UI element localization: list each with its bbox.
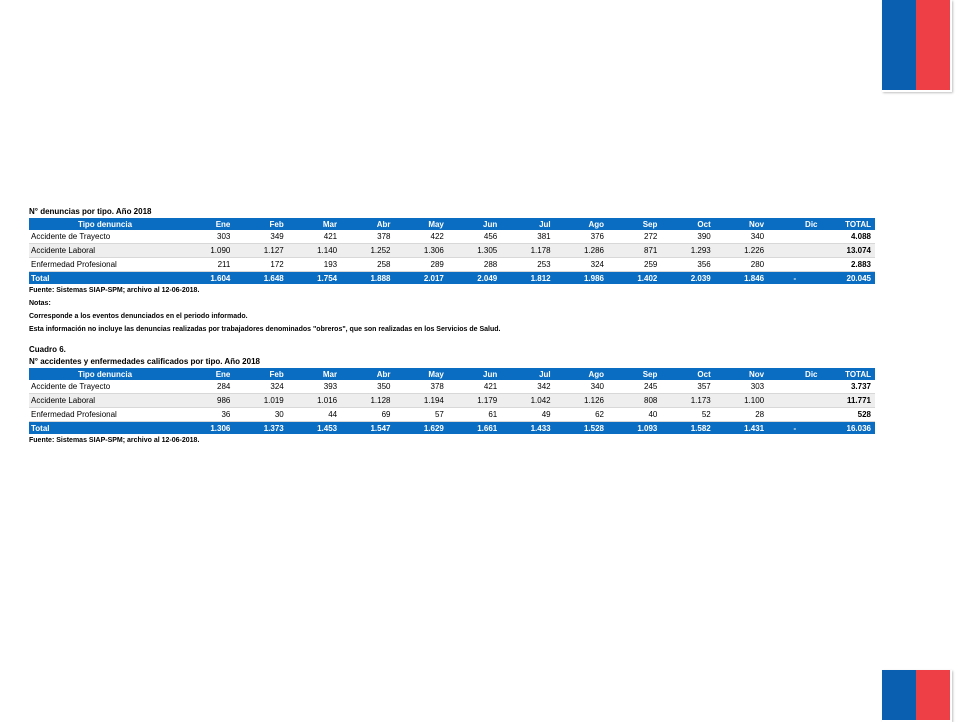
- total-cell: 1.754: [288, 272, 341, 285]
- total-cell: 16.036: [822, 422, 876, 435]
- table-cell: 324: [234, 380, 287, 394]
- table-cell: 1.019: [234, 394, 287, 408]
- table-cell: 280: [715, 258, 768, 272]
- table-cell: 1.016: [288, 394, 341, 408]
- total-cell: 1.648: [234, 272, 287, 285]
- table-cell: 456: [448, 230, 501, 244]
- row-label: Enfermedad Profesional: [29, 408, 181, 422]
- table-cell: 376: [555, 230, 608, 244]
- table-cell: [768, 394, 821, 408]
- table-cell: 4.088: [822, 230, 876, 244]
- table-cell: 28: [715, 408, 768, 422]
- column-header: Feb: [234, 368, 287, 380]
- table-cell: 245: [608, 380, 661, 394]
- table-cell: 44: [288, 408, 341, 422]
- total-cell: 1.846: [715, 272, 768, 285]
- table-cell: [768, 380, 821, 394]
- total-cell: 1.431: [715, 422, 768, 435]
- flag-logo-top: [882, 0, 952, 92]
- column-header: Ago: [555, 368, 608, 380]
- table-cell: 288: [448, 258, 501, 272]
- column-header: Dic: [768, 218, 821, 230]
- total-cell: 1.093: [608, 422, 661, 435]
- total-cell: 1.402: [608, 272, 661, 285]
- notes-label: Notas:: [29, 300, 51, 307]
- flag-blue-stripe: [882, 670, 916, 720]
- table-cell: 172: [234, 258, 287, 272]
- table-row: [29, 230, 875, 244]
- table-cell: 1.140: [288, 244, 341, 258]
- table-cell: 69: [341, 408, 394, 422]
- table-cell: 303: [715, 380, 768, 394]
- table-cell: 381: [501, 230, 554, 244]
- column-header: Jun: [448, 368, 501, 380]
- table1-header-row: [29, 218, 875, 230]
- table-cell: 1.252: [341, 244, 394, 258]
- row-label: Enfermedad Profesional: [29, 258, 181, 272]
- table-cell: 36: [181, 408, 234, 422]
- total-row: [29, 272, 875, 285]
- table-cell: 1.042: [501, 394, 554, 408]
- column-header: Ene: [181, 368, 234, 380]
- total-row: [29, 422, 875, 435]
- table-cell: 52: [661, 408, 714, 422]
- table-cell: [768, 258, 821, 272]
- table-cell: 259: [608, 258, 661, 272]
- row-label: Accidente Laboral: [29, 244, 181, 258]
- table-cell: 421: [288, 230, 341, 244]
- table-cell: 62: [555, 408, 608, 422]
- table-cell: 253: [501, 258, 554, 272]
- table-cell: 390: [661, 230, 714, 244]
- column-header: Ene: [181, 218, 234, 230]
- column-header: Feb: [234, 218, 287, 230]
- total-cell: 1.888: [341, 272, 394, 285]
- column-header: Jul: [501, 218, 554, 230]
- total-cell: 1.433: [501, 422, 554, 435]
- table-cell: 356: [661, 258, 714, 272]
- table-cell: 1.226: [715, 244, 768, 258]
- table-cell: 57: [395, 408, 448, 422]
- table-row: [29, 258, 875, 272]
- column-header: Abr: [341, 218, 394, 230]
- column-header: TOTAL: [822, 368, 876, 380]
- column-header: Abr: [341, 368, 394, 380]
- table-cell: 1.179: [448, 394, 501, 408]
- column-header: Tipo denuncia: [29, 218, 181, 230]
- total-cell: 1.453: [288, 422, 341, 435]
- table2-header-row: [29, 368, 875, 380]
- table2-title: N° accidentes y enfermedades calificados por tipo. Año 2018: [29, 357, 260, 366]
- column-header: Sep: [608, 368, 661, 380]
- table-cell: 1.305: [448, 244, 501, 258]
- column-header: Tipo denuncia: [29, 368, 181, 380]
- table-row: [29, 394, 875, 408]
- table-cell: 289: [395, 258, 448, 272]
- total-label: Total: [29, 272, 181, 285]
- flag-red-stripe: [916, 0, 950, 90]
- table-cell: 340: [555, 380, 608, 394]
- table2: [29, 368, 875, 434]
- column-header: Jun: [448, 218, 501, 230]
- table2-caption: Cuadro 6.: [29, 345, 66, 354]
- table-cell: 284: [181, 380, 234, 394]
- column-header: Oct: [661, 368, 714, 380]
- table-cell: 3.737: [822, 380, 876, 394]
- document-body: [29, 206, 875, 447]
- table-cell: [768, 408, 821, 422]
- row-label: Accidente Laboral: [29, 394, 181, 408]
- total-cell: 1.306: [181, 422, 234, 435]
- table-cell: 421: [448, 380, 501, 394]
- table-cell: 1.293: [661, 244, 714, 258]
- table1: [29, 218, 875, 284]
- table-cell: 1.286: [555, 244, 608, 258]
- flag-logo-bottom: [882, 670, 952, 722]
- table-cell: 258: [341, 258, 394, 272]
- table-cell: 2.883: [822, 258, 876, 272]
- total-cell: 1.528: [555, 422, 608, 435]
- table-cell: 40: [608, 408, 661, 422]
- column-header: Sep: [608, 218, 661, 230]
- table-cell: 1.128: [341, 394, 394, 408]
- table-cell: 324: [555, 258, 608, 272]
- note-1: Corresponde a los eventos denunciados en el periodo informado.: [29, 313, 248, 320]
- total-cell: 1.604: [181, 272, 234, 285]
- column-header: Jul: [501, 368, 554, 380]
- table-cell: 1.194: [395, 394, 448, 408]
- total-cell: 1.812: [501, 272, 554, 285]
- column-header: Nov: [715, 218, 768, 230]
- table-cell: 342: [501, 380, 554, 394]
- table-cell: 303: [181, 230, 234, 244]
- table-cell: 1.100: [715, 394, 768, 408]
- table-row: [29, 408, 875, 422]
- table-cell: 349: [234, 230, 287, 244]
- column-header: Mar: [288, 218, 341, 230]
- total-cell: -: [768, 422, 821, 435]
- table-cell: 528: [822, 408, 876, 422]
- table-cell: 871: [608, 244, 661, 258]
- total-cell: 1.986: [555, 272, 608, 285]
- table-cell: 13.074: [822, 244, 876, 258]
- table-cell: 422: [395, 230, 448, 244]
- table-cell: 49: [501, 408, 554, 422]
- table-cell: 61: [448, 408, 501, 422]
- table-cell: 808: [608, 394, 661, 408]
- column-header: Oct: [661, 218, 714, 230]
- total-cell: 20.045: [822, 272, 876, 285]
- total-cell: -: [768, 272, 821, 285]
- table-cell: 1.306: [395, 244, 448, 258]
- table-cell: 1.127: [234, 244, 287, 258]
- total-cell: 1.582: [661, 422, 714, 435]
- table1-title: N° denuncias por tipo. Año 2018: [29, 207, 152, 216]
- table-cell: 11.771: [822, 394, 876, 408]
- total-cell: 2.039: [661, 272, 714, 285]
- table-cell: 211: [181, 258, 234, 272]
- table-cell: 986: [181, 394, 234, 408]
- table2-source: Fuente: Sistemas SIAP-SPM; archivo al 12-06-2018.: [29, 437, 200, 444]
- table-cell: 350: [341, 380, 394, 394]
- column-header: May: [395, 218, 448, 230]
- table-cell: 1.126: [555, 394, 608, 408]
- total-cell: 1.661: [448, 422, 501, 435]
- column-header: TOTAL: [822, 218, 876, 230]
- total-cell: 1.373: [234, 422, 287, 435]
- table-cell: 357: [661, 380, 714, 394]
- table-cell: 1.090: [181, 244, 234, 258]
- row-label: Accidente de Trayecto: [29, 380, 181, 394]
- table-cell: 1.173: [661, 394, 714, 408]
- total-cell: 1.547: [341, 422, 394, 435]
- table-row: [29, 380, 875, 394]
- table-cell: [768, 230, 821, 244]
- total-label: Total: [29, 422, 181, 435]
- table-cell: 378: [341, 230, 394, 244]
- table-cell: [768, 244, 821, 258]
- note-2: Esta información no incluye las denuncias realizadas por trabajadores denominados "obreros", que son realizadas en los Servicios de Salud.: [29, 326, 501, 333]
- table-cell: 30: [234, 408, 287, 422]
- table1-source: Fuente: Sistemas SIAP-SPM; archivo al 12-06-2018.: [29, 287, 200, 294]
- flag-blue-stripe: [882, 0, 916, 90]
- row-label: Accidente de Trayecto: [29, 230, 181, 244]
- table-cell: 1.178: [501, 244, 554, 258]
- table-cell: 272: [608, 230, 661, 244]
- total-cell: 2.017: [395, 272, 448, 285]
- column-header: Mar: [288, 368, 341, 380]
- table-row: [29, 244, 875, 258]
- flag-red-stripe: [916, 670, 950, 720]
- column-header: Dic: [768, 368, 821, 380]
- column-header: May: [395, 368, 448, 380]
- table-cell: 193: [288, 258, 341, 272]
- total-cell: 1.629: [395, 422, 448, 435]
- column-header: Ago: [555, 218, 608, 230]
- table-cell: 393: [288, 380, 341, 394]
- column-header: Nov: [715, 368, 768, 380]
- total-cell: 2.049: [448, 272, 501, 285]
- table-cell: 340: [715, 230, 768, 244]
- table-cell: 378: [395, 380, 448, 394]
